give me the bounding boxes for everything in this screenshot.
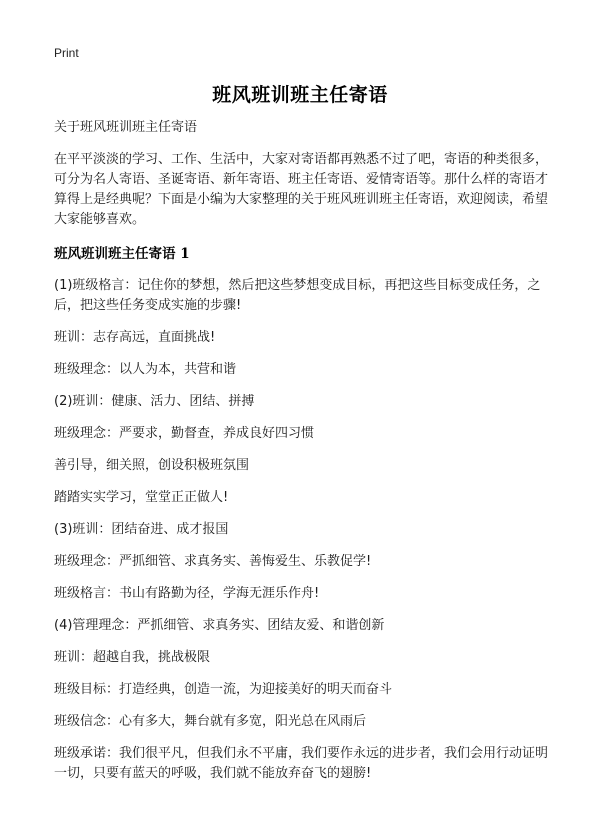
paragraph-item: 班级理念：严要求，勤督查，养成良好四习惯	[54, 426, 315, 441]
paragraph-item: (1)班级格言：记住你的梦想，然后把这些梦想变成目标，再把这些目标变成任务，之后，把这些任务变成实施的步骤!	[54, 278, 541, 313]
print-label: Print	[54, 46, 79, 60]
paragraph-item: 班训：超越自我，挑战极限	[54, 650, 211, 665]
paragraph-item: (3)班训：团结奋进、成才报国	[54, 522, 229, 537]
paragraph-item: 善引导，细关照，创设积极班氛围	[54, 458, 250, 473]
section-heading: 班风班训班主任寄语 1	[54, 246, 190, 262]
paragraph-item: 班级承诺：我们很平凡，但我们永不平庸，我们要作永远的进步者，我们会用行动证明一切，只要有蓝天的呼吸，我们就不能放弃奋飞的翅膀!	[54, 746, 549, 781]
paragraph-item: 班级目标：打造经典，创造一流，为迎接美好的明天而奋斗	[54, 682, 393, 697]
paragraph-item: 班级格言：书山有路勤为径，学海无涯乐作舟!	[54, 586, 320, 601]
paragraph-item: 班级理念：严抓细管、求真务实、善悔爱生、乐教促学!	[54, 554, 372, 569]
paragraph-item: (4)管理理念：严抓细管、求真务实、团结友爱、和谐创新	[54, 618, 385, 633]
document-title: 班风班训班主任寄语	[212, 84, 388, 106]
paragraph-item: 踏踏实实学习，堂堂正正做人!	[54, 490, 229, 505]
document-body	[54, 118, 554, 796]
intro-paragraph: 在平平淡淡的学习、工作、生活中，大家对寄语都再熟悉不过了吧，寄语的种类很多，可分为名人寄语、圣诞寄语、新年寄语、班主任寄语、爱情寄语等。那什么样的寄语才算得上是经典呢？下面是小编为大家整理的关于班风班训班主任寄语，欢迎阅读，希望大家能够喜欢。	[54, 152, 549, 227]
subtitle-line: 关于班风班训班主任寄语	[54, 120, 198, 135]
paragraph-item: (2)班训：健康、活力、团结、拼搏	[54, 394, 255, 409]
paragraph-item: 班级信念：心有多大，舞台就有多宽，阳光总在风雨后	[54, 714, 367, 729]
paragraph-item: 班训：志存高远，直面挑战!	[54, 330, 216, 345]
paragraph-item: 班级理念：以人为本，共营和谐	[54, 362, 237, 377]
